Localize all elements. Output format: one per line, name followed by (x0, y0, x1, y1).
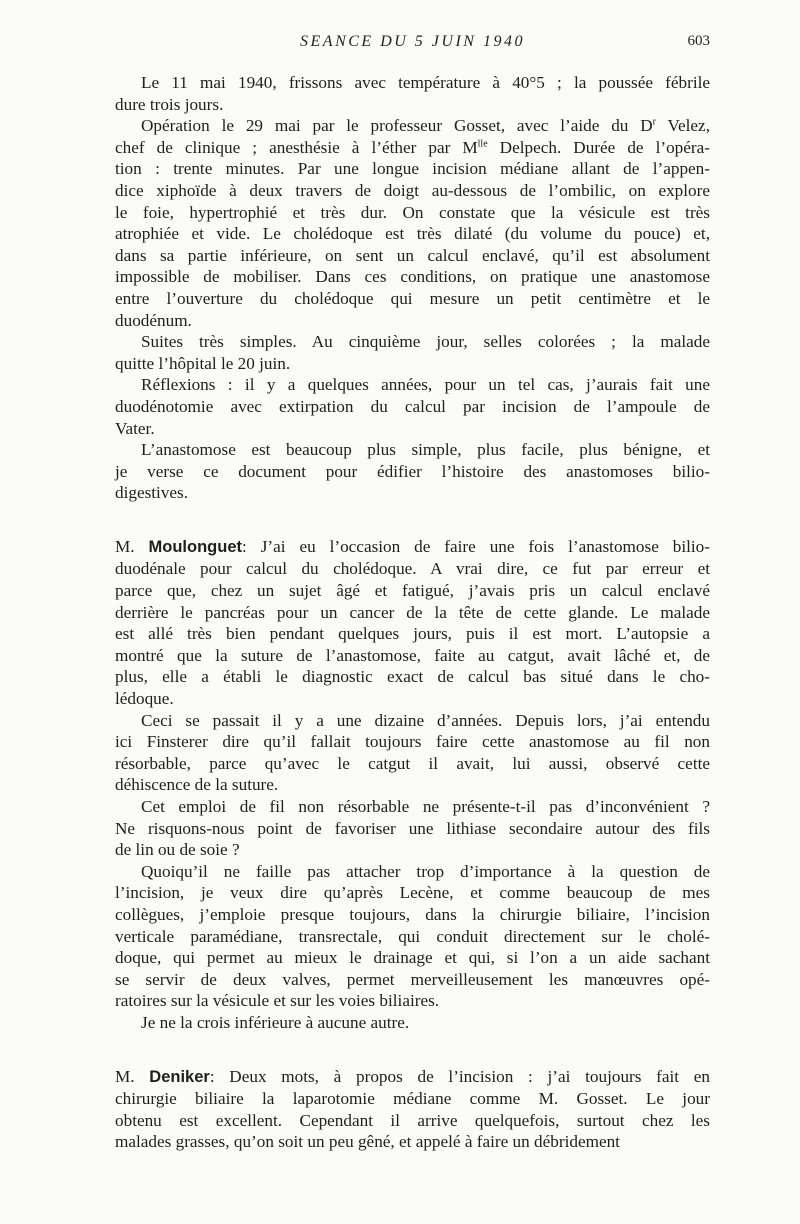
text-line: tion : trente minutes. Par une longue incision médiane allant de l’appen- (115, 159, 710, 179)
speaker-name: Deniker (149, 1067, 210, 1086)
paragraph (115, 72, 710, 115)
text-line: plus, elle a établi le diagnostic exact de calcul bas situé dans le cho- (115, 667, 710, 687)
paragraph (115, 796, 710, 861)
text-line: digestives. (115, 483, 189, 503)
paragraph (115, 861, 710, 1012)
text-line: résorbable, parce qu’avec le catgut il avait, lui aussi, observé cette (115, 753, 710, 773)
speaker-name: Moulonguet (148, 537, 242, 556)
header-title: SEANCE DU 5 JUIN 1940 (300, 33, 525, 50)
page-number: 603 (687, 33, 710, 49)
text-line: Ne risquons-nous point de favoriser une lithiase secondaire autour des fils (115, 818, 710, 838)
text-line: impossible de mobiliser. Dans ces conditions, on pratique une anastomose (115, 267, 710, 287)
paragraph (115, 1012, 710, 1034)
text-line: se servir de deux valves, permet merveilleusement les manœuvres opé- (115, 969, 710, 989)
paragraph (115, 439, 710, 504)
text-line: chirurgie biliaire la laparotomie médiane comme M. Gosset. Le jour (115, 1089, 710, 1109)
speaker-prefix: M. (115, 1066, 150, 1086)
text-line: Quoiqu’il ne faille pas attacher trop d’importance à la question de (141, 861, 710, 881)
text-line: duodénotomie avec extirpation du calcul par incision de l’ampoule de (115, 396, 710, 416)
text-line: M. Deniker: Deux mots, à propos de l’incision : j’ai toujours fait en (115, 1066, 710, 1086)
text-line: entre l’ouverture du cholédoque qui mesure un petit centimètre et le (115, 288, 710, 308)
text-line: le foie, hypertrophié et très dur. On constate que la vésicule est très (115, 202, 710, 222)
text-line: chef de clinique ; anesthésie à l’éther par $M^{lle}$ Delpech. Durée de l’opéra- (115, 137, 710, 157)
text-line: doque, qui permet au mieux le drainage et qui, si l’on a un aide sachant (115, 948, 710, 968)
text-line: Vater. (115, 418, 155, 438)
text-line: Ceci se passait il y a une dizaine d’années. Depuis lors, j’ai entendu (141, 710, 710, 730)
text-line: je verse ce document pour édifier l’histoire des anastomoses bilio- (115, 461, 710, 481)
text-line: montré que la suture de l’anastomose, faite au catgut, avait lâché et, de (115, 645, 710, 665)
text-line: ici Finsterer dire qu’il fallait toujours faire cette anastomose au fil non (115, 732, 710, 752)
text-line: dure trois jours. (115, 94, 224, 114)
text-line: Suites très simples. Au cinquième jour, selles colorées ; la malade (141, 332, 710, 352)
text-line: de lin ou de soie ? (115, 840, 240, 860)
text-line: duodénum. (115, 310, 192, 330)
paragraph (115, 331, 710, 374)
paragraph (115, 374, 710, 439)
document-body (115, 72, 710, 1153)
text-line: Réflexions : il y a quelques années, pour un tel cas, j’aurais fait une (141, 375, 710, 395)
text-line: Je ne la crois inférieure à aucune autre. (141, 1012, 410, 1032)
paragraph (115, 115, 710, 331)
text-line: l’incision, je veux dire qu’après Lecène, et comme beaucoup de mes (115, 883, 710, 903)
text-line: verticale paramédiane, transrectale, qui conduit directement sur le cholé- (115, 926, 710, 946)
text-line: derrière le pancréas pour un cancer de la tête de cette glande. Le malade (115, 602, 710, 622)
text-line: Cet emploi de fil non résorbable ne présente-t-il pas d’inconvénient ? (141, 797, 710, 816)
text-line: parce que, chez un sujet âgé et fatigué, j’avais pris un calcul enclavé (115, 581, 710, 601)
paragraph (115, 536, 710, 710)
section-gap (115, 1034, 710, 1066)
text-line: déhiscence de la suture. (115, 775, 279, 795)
speaker-prefix: M. (115, 536, 149, 556)
text-line: collègues, j’emploie presque toujours, dans la chirurgie biliaire, l’incision (115, 904, 710, 924)
paragraph (115, 1066, 710, 1153)
text-line: ratoires sur la vésicule et sur les voies biliaires. (115, 991, 440, 1011)
text-line: atrophiée et vide. Le cholédoque est très dilaté (du volume du pouce) et, (115, 224, 710, 244)
text-line: lédoque. (115, 689, 174, 709)
text-line: dice xiphoïde à deux travers de doigt au-dessous de l’ombilic, on explore (115, 180, 710, 200)
text-line: quitte l’hôpital le 20 juin. (115, 353, 291, 373)
text-line: Le 11 mai 1940, frissons avec température à 40°5 ; la poussée fébrile (141, 73, 710, 92)
text-line: L’anastomose est beaucoup plus simple, plus facile, plus bénigne, et (141, 440, 710, 460)
text-line: dans sa partie inférieure, on sent un calcul enclavé, qu’il est absolument (115, 245, 710, 265)
section-gap (115, 504, 710, 536)
text-line: Opération le 29 mai par le professeur Gosset, avec l’aide du $D^r$ Velez, (141, 116, 710, 136)
text-line: duodénale pour calcul du cholédoque. A vrai dire, ce fut par erreur et (115, 559, 710, 579)
text-line: M. Moulonguet: J’ai eu l’occasion de faire une fois l’anastomose bilio- (115, 536, 710, 556)
paragraph (115, 710, 710, 796)
text-line: est allé très bien pendant quelques jours, puis il est mort. L’autopsie a (115, 624, 710, 644)
text-line: obtenu est excellent. Cependant il arrive quelquefois, surtout chez les (115, 1110, 710, 1130)
running-header (115, 33, 710, 57)
text-line: malades grasses, qu’on soit un peu gêné, et appelé à faire un débridement (115, 1132, 620, 1152)
